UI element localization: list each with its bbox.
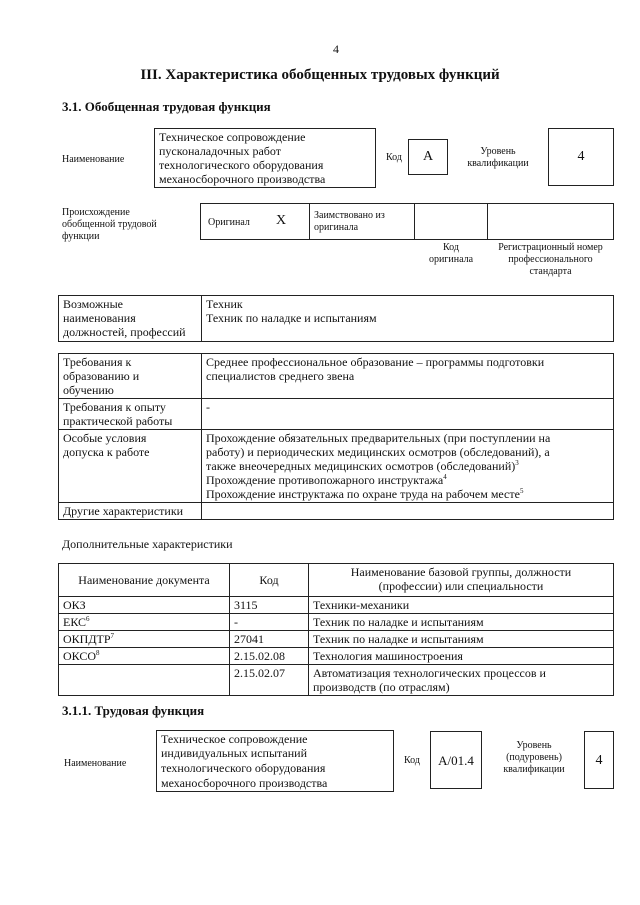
requirement-label-line: Требования к опыту (63, 400, 166, 414)
requirement-value-text: Среднее профессиональное образование – программы подготовки (206, 355, 545, 369)
positions-label-line: Возможные (63, 297, 123, 311)
footnote-ref: 8 (96, 649, 100, 657)
doc-name: ОКЗ (63, 598, 86, 612)
requirement-row (59, 399, 614, 430)
original-mark: Х (276, 213, 287, 228)
footnote-ref: 7 (110, 632, 115, 640)
requirement-value-text: Прохождение обязательных предварительных (при поступлении на (206, 431, 551, 445)
orig-code-label-line: Код (443, 242, 459, 253)
gtf-origin-label (62, 207, 157, 243)
requirement-value (202, 399, 614, 430)
positions-label-line: наименования (63, 311, 136, 325)
borrowed-label-line: оригинала (314, 222, 359, 233)
requirement-value-text: работу) и периодических медицинских осмотров (обследований), а (206, 445, 550, 459)
requirement-value-text: специалистов среднего звена (206, 369, 355, 383)
gtf-name-box (154, 128, 376, 188)
tf-name-label: Наименование (64, 758, 127, 769)
requirement-label (59, 354, 202, 399)
requirement-label-line: обучению (63, 383, 114, 397)
position-item: Техник по наладке и испытаниям (206, 311, 377, 325)
requirement-value-text: Прохождение инструктажа по охране труда на рабочем месте (206, 487, 520, 501)
name-cell: Технология машиностроения (309, 648, 614, 665)
header-doc: Наименование документа (59, 564, 230, 597)
tf-level-label-line: квалификации (503, 764, 565, 775)
section-title: III. Характеристика обобщенных трудовых функций (140, 67, 500, 83)
position-item: Техник (206, 297, 243, 311)
requirement-label-line: Особые условия (63, 431, 147, 445)
tf-level-label (492, 740, 576, 776)
tf-heading: 3.1.1. Трудовая функция (62, 703, 205, 718)
code-cell: 2.15.02.08 (230, 648, 309, 665)
positions-table (58, 295, 614, 342)
footnote-ref: 3 (515, 459, 519, 467)
requirement-value-text: также внеочередных медицинских осмотров (обследований) (206, 459, 516, 473)
tf-level-label-line: Уровень (516, 740, 552, 751)
requirement-label-line: Требования к (63, 355, 132, 369)
positions-row (59, 296, 614, 342)
origin-divider (309, 203, 310, 240)
requirement-label-line: образованию и (63, 369, 140, 383)
code-cell: 2.15.02.07 (230, 665, 309, 696)
gtf-code-box (408, 139, 448, 175)
tf-code-value: А/01.4 (438, 753, 474, 768)
additional-row (59, 597, 614, 614)
doc-name: ЕКС (63, 615, 87, 629)
additional-row (59, 648, 614, 665)
requirements-table (58, 353, 614, 520)
doc-cell (59, 614, 230, 631)
origin-label-line: обобщенной трудовой (62, 219, 157, 230)
borrowed-label (314, 210, 385, 234)
gtf-level-label-line: квалификации (467, 158, 529, 169)
additional-table (58, 563, 614, 696)
doc-name: ОКПДТР (63, 632, 111, 646)
gtf-name-line: технологического оборудования (159, 158, 324, 172)
additional-header-row (59, 564, 614, 597)
additional-row (59, 665, 614, 696)
footnote-ref: 4 (443, 473, 447, 481)
tf-level-value: 4 (595, 753, 603, 768)
tf-level-label-line: (подуровень) (506, 752, 562, 763)
name-cell: Техники-механики (309, 597, 614, 614)
reg-number-label-line: стандарта (529, 266, 572, 277)
requirement-value-text: Прохождение противопожарного инструктажа (206, 473, 444, 487)
doc-cell (59, 631, 230, 648)
doc-cell (59, 665, 230, 696)
gtf-level-box (548, 128, 614, 186)
doc-cell (59, 597, 230, 614)
header-code: Код (230, 564, 309, 597)
tf-code-box (430, 731, 482, 789)
tf-level-box (584, 731, 614, 789)
requirement-value-line (206, 355, 609, 369)
additional-row (59, 614, 614, 631)
tf-name-line: Техническое сопровождение (161, 732, 308, 746)
orig-code-label-line: оригинала (428, 254, 474, 265)
requirement-label-line: допуска к работе (63, 445, 150, 459)
tf-name-line: индивидуальных испытаний (161, 746, 307, 760)
gtf-name-line: механосборочного производства (159, 172, 326, 186)
name-cell: Техник по наладке и испытаниям (309, 631, 614, 648)
reg-number-label-line: профессионального (508, 254, 593, 265)
code-cell: - (230, 614, 309, 631)
requirement-value (202, 503, 614, 520)
requirement-label (59, 430, 202, 503)
requirement-value-line (206, 369, 609, 383)
additional-heading: Дополнительные характеристики (62, 537, 233, 551)
requirement-value-line (206, 400, 609, 414)
gtf-name-line: Техническое сопровождение (159, 130, 306, 144)
requirement-value-line (206, 487, 609, 501)
requirement-value-line (206, 445, 609, 459)
header-name: Наименование базовой группы, должности (профессии) или специальности (309, 564, 614, 597)
borrowed-label-line: Заимствовано из (314, 210, 385, 221)
requirement-row (59, 354, 614, 399)
origin-label-line: Происхождение (62, 207, 130, 218)
requirement-value-line (206, 473, 609, 487)
gtf-name-line: пусконаладочных работ (159, 144, 281, 158)
origin-divider (414, 203, 415, 240)
origin-label-line: функции (62, 231, 100, 242)
requirement-row (59, 503, 614, 520)
doc-name: ОКСО (63, 649, 97, 663)
requirement-row (59, 430, 614, 503)
additional-row (59, 631, 614, 648)
tf-name-line: технологического оборудования (161, 761, 326, 775)
gtf-level-value: 4 (577, 149, 585, 164)
footnote-ref: 5 (519, 487, 524, 495)
gtf-code-label: Код (386, 152, 402, 163)
reg-number-label-line: Регистрационный номер (498, 242, 603, 253)
positions-values (202, 296, 614, 342)
page-number: 4 (333, 42, 339, 56)
name-cell: Техник по наладке и испытаниям (309, 614, 614, 631)
gtf-level-label-line: Уровень (480, 146, 516, 157)
doc-cell (59, 648, 230, 665)
positions-label (59, 296, 202, 342)
requirement-value-text: - (206, 400, 210, 414)
requirement-label-line: Другие характеристики (63, 504, 184, 518)
original-label: Оригинал (208, 217, 250, 228)
requirement-value-line (206, 431, 609, 445)
code-cell: 3115 (230, 597, 309, 614)
gtf-heading: 3.1. Обобщенная трудовая функция (62, 99, 271, 114)
requirement-label (59, 503, 202, 520)
requirement-value (202, 354, 614, 399)
footnote-ref: 6 (86, 615, 90, 623)
requirement-label (59, 399, 202, 430)
tf-name-box (156, 730, 394, 792)
orig-code-label (414, 242, 488, 266)
tf-name-line: механосборочного производства (161, 776, 328, 790)
gtf-level-label (458, 146, 538, 170)
requirement-label-line: практической работы (63, 414, 173, 428)
positions-label-line: должностей, профессий (63, 325, 186, 339)
gtf-name-label: Наименование (62, 154, 125, 165)
tf-code-label: Код (404, 755, 420, 766)
origin-divider (487, 203, 488, 240)
gtf-code-value: А (422, 149, 434, 164)
origin-box (200, 203, 614, 240)
reg-number-label (487, 242, 614, 278)
requirement-value (202, 430, 614, 503)
requirement-value-line (206, 459, 609, 473)
name-cell: Автоматизация технологических процессов и производств (по отраслям) (309, 665, 614, 696)
code-cell: 27041 (230, 631, 309, 648)
